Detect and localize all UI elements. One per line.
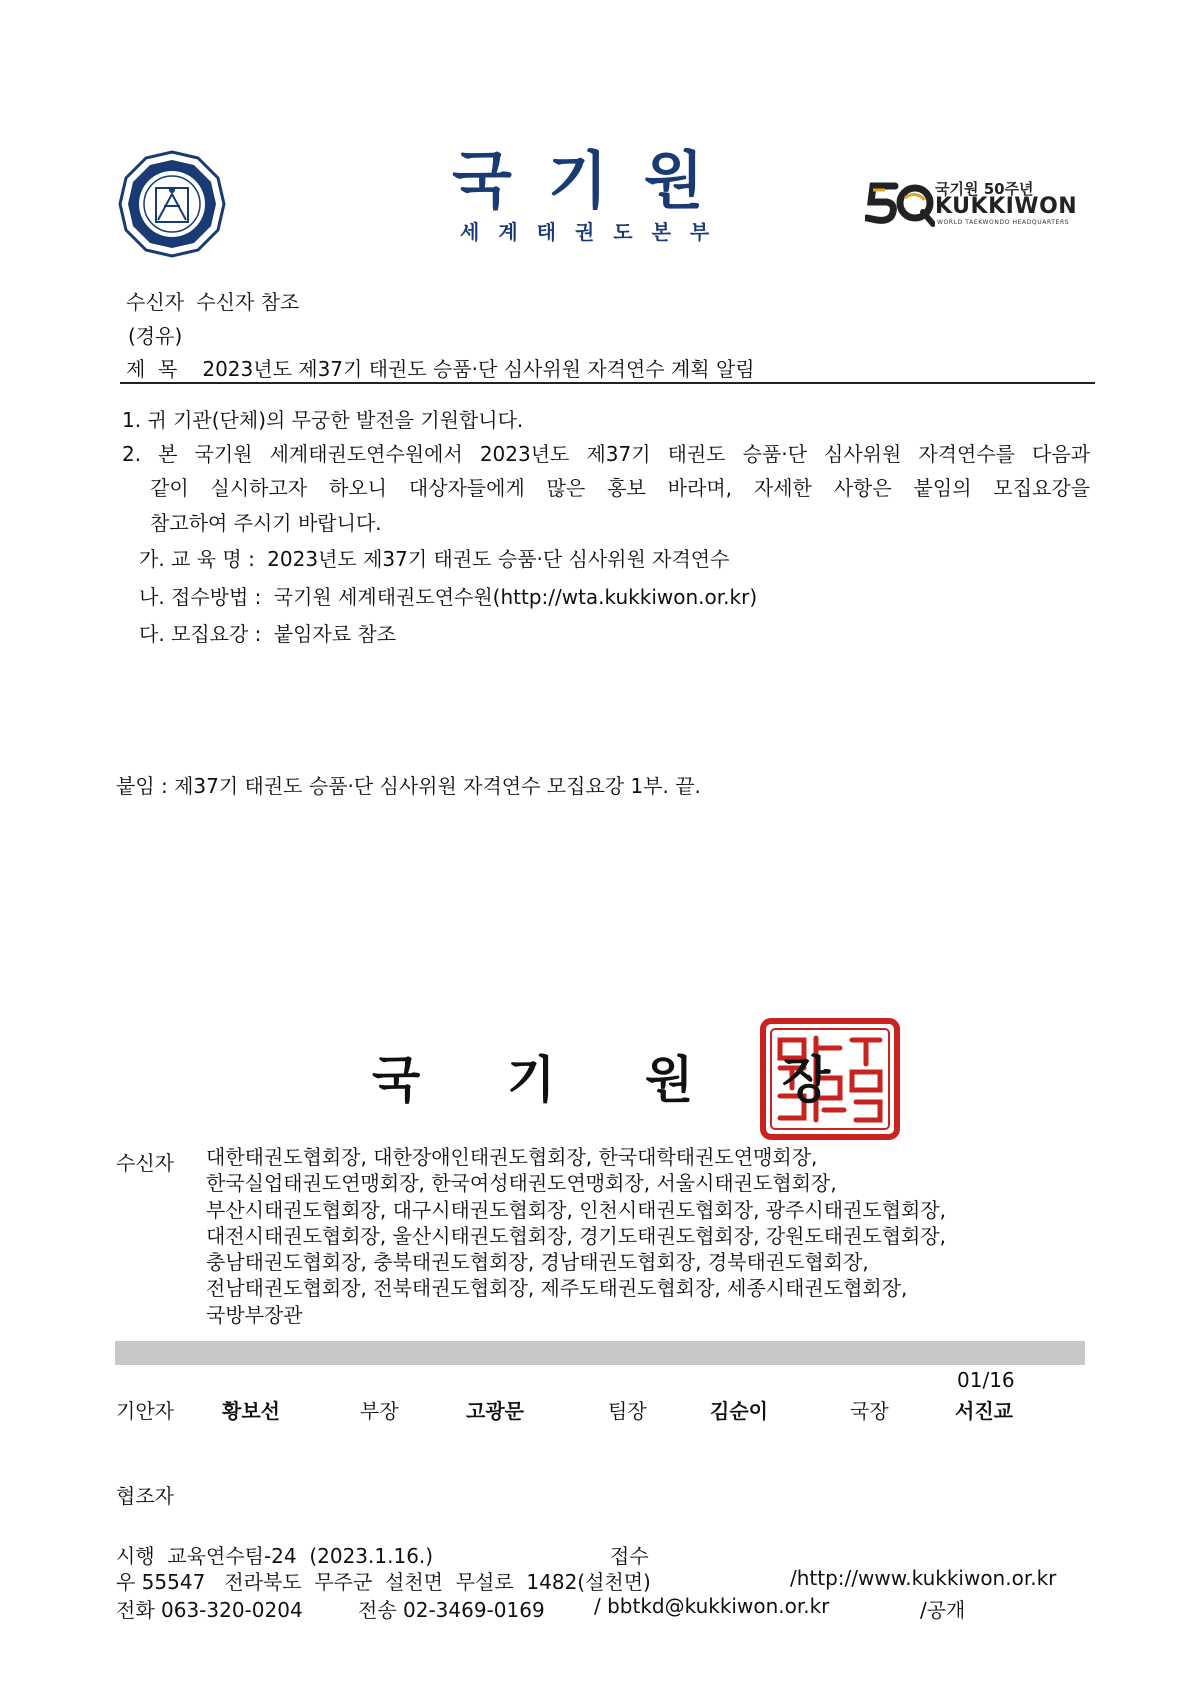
subject-label: 제 목 [126, 357, 178, 381]
subject-divider [120, 382, 1095, 384]
item-value: 붙임자료 참조 [273, 622, 397, 646]
anniversary-logo-korean: 국기원 50주년 [935, 180, 1034, 198]
kukkiwon-emblem-logo [118, 150, 226, 258]
fifty-mark-icon [865, 178, 935, 228]
execution-info: 시행 교육연수팀-24 (2023.1.16.) [116, 1544, 434, 1568]
recipients-line: 한국실업태권도연맹회장, 한국여성태권도연맹회장, 서울시태권도협회장, [206, 1171, 837, 1196]
attachment-line: 붙임 : 제37기 태권도 승품·단 심사위원 자격연수 모집요강 1부. 끝. [116, 774, 701, 798]
via-label: (경유) [128, 324, 183, 348]
approval-date: 01/16 [957, 1368, 1015, 1392]
item-education-name [139, 543, 729, 572]
manager-name: 고광문 [466, 1399, 524, 1423]
cooperator-label: 협조자 [116, 1484, 174, 1508]
drafter-label: 기안자 [116, 1399, 174, 1423]
recipients-list [206, 1147, 946, 1331]
recipients-line: 국방부장관 [206, 1302, 303, 1327]
item-label: 가. 교 육 명 : [139, 547, 255, 571]
org-subtitle: 세계태권도본부 [460, 220, 729, 244]
recipients-line: 대한태권도협회장, 대한장애인태권도협회장, 한국대학태권도연맹회장, [206, 1145, 818, 1169]
subject-line [126, 353, 755, 382]
drafter-name: 황보선 [222, 1399, 280, 1423]
recipients-line: 부산시태권도협회장, 대구시태권도협회장, 인천시태권도협회장, 광주시태권도협회장, [206, 1197, 947, 1222]
recipient-line [126, 286, 299, 315]
director-name: 서진교 [955, 1399, 1013, 1423]
recipient-value: 수신자 참조 [196, 290, 300, 314]
paragraph-1: 1. 귀 기관(단체)의 무궁한 발전을 기원합니다. [122, 408, 524, 432]
paragraph-2-line-3: 참고하여 주시기 바랍니다. [150, 511, 382, 535]
website-link[interactable]: /http://www.kukkiwon.or.kr [790, 1566, 1057, 1590]
director-label: 국장 [850, 1399, 889, 1423]
item-recruitment-guide [139, 618, 396, 647]
org-title: 국기원 [452, 144, 740, 217]
subject-value: 2023년도 제37기 태권도 승품·단 심사위원 자격연수 계획 알림 [202, 357, 755, 381]
anniversary-logo-tagline: WORLD TAEKWONDO HEADQUARTERS [937, 219, 1070, 226]
org-char-2: 기 [507, 1051, 556, 1109]
org-char-3: 원 [645, 1051, 694, 1109]
anniversary-logo-english: KUKKIWON [935, 194, 1078, 219]
phone-number: 전화 063-320-0204 [116, 1598, 303, 1622]
recipient-label: 수신자 [126, 290, 184, 314]
fax-number: 전송 02-3469-0169 [358, 1598, 545, 1622]
recipients-line: 충남태권도협회장, 충북태권도협회장, 경남태권도협회장, 경북태권도협회장, [206, 1250, 869, 1275]
approval-divider-bar [115, 1341, 1085, 1365]
org-char-1: 국 [372, 1051, 421, 1109]
item-value: 국기원 세계태권도연수원(http://wta.kukkiwon.or.kr) [273, 585, 758, 609]
item-label: 나. 접수방법 : [139, 585, 262, 609]
paragraph-2-line-1: 2. 본 국기원 세계태권도연수원에서 2023년도 제37기 태권도 승품·단 심사위원 자격연수를 다음과 [122, 442, 1090, 466]
postal-address: 우 55547 전라북도 무주군 설천면 무설로 1482(설천면) [116, 1570, 651, 1594]
receipt-label: 접수 [610, 1544, 649, 1568]
email-address[interactable]: / bbtkd@kukkiwon.or.kr [594, 1594, 830, 1618]
recipients-line: 대전시태권도협회장, 울산시태권도협회장, 경기도태권도협회장, 강원도태권도협회장, [206, 1223, 947, 1248]
disclosure-status: /공개 [920, 1598, 966, 1622]
item-application-method [139, 581, 757, 610]
teamlead-label: 팀장 [608, 1399, 647, 1423]
recipients-line: 전남태권도협회장, 전북태권도협회장, 제주도태권도협회장, 세종시태권도협회장, [206, 1276, 908, 1301]
manager-label: 부장 [360, 1399, 399, 1423]
anniversary-50-logo [865, 178, 1078, 228]
item-label: 다. 모집요강 : [139, 622, 262, 646]
paragraph-2-line-2: 같이 실시하고자 하오니 대상자들에게 많은 홍보 바라며, 자세한 사항은 붙임의 모집요강을 [150, 476, 1090, 500]
recipients-label: 수신자 [116, 1151, 174, 1175]
item-value: 2023년도 제37기 태권도 승품·단 심사위원 자격연수 [267, 547, 730, 571]
teamlead-name: 김순이 [710, 1399, 768, 1423]
org-char-4: 장 [782, 1051, 831, 1109]
